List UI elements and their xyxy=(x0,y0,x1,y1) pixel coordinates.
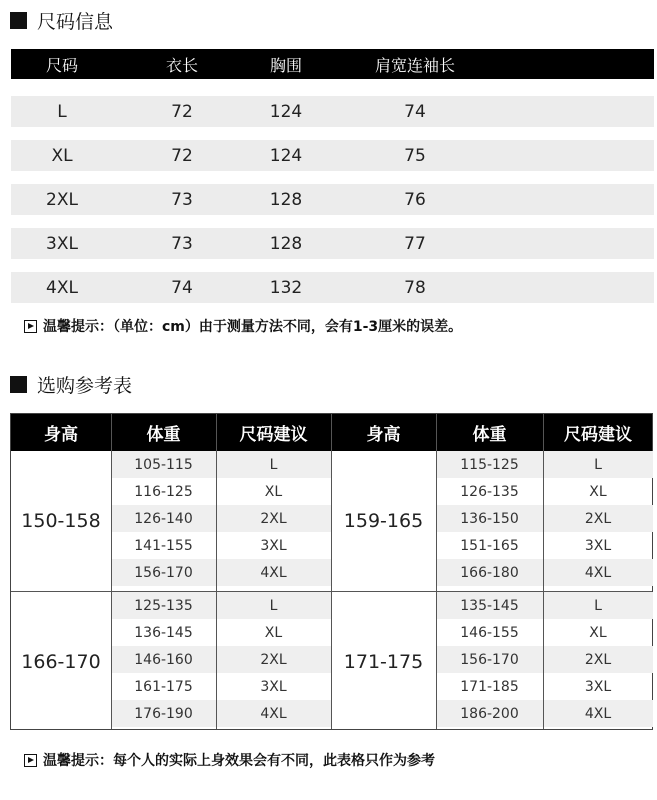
size-info-title xyxy=(10,7,113,33)
cell-length: 73 xyxy=(171,233,193,254)
guide-title-text: 选购参考表 xyxy=(37,374,133,397)
cell-size: 2XL xyxy=(584,510,612,527)
measurement-tip xyxy=(24,316,462,336)
header-chest: 胸围 xyxy=(269,55,302,75)
cell-size: 2XL xyxy=(584,651,612,668)
column-divider xyxy=(111,414,112,729)
cell-size: L xyxy=(57,101,67,122)
square-bullet-icon xyxy=(10,376,27,393)
cell-chest: 128 xyxy=(269,189,303,210)
cell-size: L xyxy=(269,597,278,614)
cell-size: 2XL xyxy=(260,651,287,668)
header-height: 身高 xyxy=(44,425,78,445)
cell-weight: 171-185 xyxy=(460,678,519,695)
cell-shoulder-sleeve: 78 xyxy=(404,277,426,298)
cell-weight: 115-125 xyxy=(460,456,519,473)
header-height: 身高 xyxy=(366,425,401,445)
column-divider xyxy=(436,414,437,729)
cell-weight: 146-155 xyxy=(460,624,519,641)
cell-weight: 126-135 xyxy=(460,483,519,500)
cell-size: 4XL xyxy=(584,705,612,722)
cell-size: 4XL xyxy=(46,277,78,298)
cell-chest: 128 xyxy=(269,233,303,254)
cell-size: XL xyxy=(589,624,607,641)
cell-weight: 156-170 xyxy=(460,651,519,668)
cell-size: L xyxy=(269,456,278,473)
cell-size: 3XL xyxy=(46,233,78,254)
cell-weight: 151-165 xyxy=(460,537,519,554)
cell-weight: 126-140 xyxy=(134,510,193,527)
cell-weight: 136-145 xyxy=(134,624,193,641)
cell-length: 73 xyxy=(171,189,193,210)
cell-weight: 186-200 xyxy=(460,705,519,722)
cell-weight: 125-135 xyxy=(134,597,193,614)
cell-weight: 166-180 xyxy=(460,564,519,581)
cell-size: 4XL xyxy=(584,564,612,581)
cell-weight: 116-125 xyxy=(134,483,193,500)
cell-size: XL xyxy=(264,483,283,500)
header-size-suggest: 尺码建议 xyxy=(564,425,632,445)
cell-size: 3XL xyxy=(260,537,287,554)
header-weight: 体重 xyxy=(472,425,507,445)
size-table-header xyxy=(11,49,654,79)
header-shoulder-sleeve: 肩宽连袖长 xyxy=(374,55,455,75)
cell-size: L xyxy=(594,456,602,473)
cell-shoulder-sleeve: 76 xyxy=(404,189,426,210)
square-bullet-icon xyxy=(10,12,27,29)
header-weight: 体重 xyxy=(146,425,181,445)
cell-length: 74 xyxy=(171,277,193,298)
play-icon xyxy=(24,754,37,767)
column-divider xyxy=(543,414,544,729)
cell-size: 2XL xyxy=(46,189,78,210)
cell-size: XL xyxy=(589,483,607,500)
cell-chest: 124 xyxy=(269,101,303,122)
cell-shoulder-sleeve: 74 xyxy=(404,101,426,122)
height-range-left: 166-170 xyxy=(21,651,101,673)
size-guide-table xyxy=(10,413,653,730)
size-info-title-text: 尺码信息 xyxy=(37,10,114,33)
cell-size: 4XL xyxy=(260,564,287,581)
cell-weight: 141-155 xyxy=(134,537,193,554)
cell-size: L xyxy=(594,597,602,614)
table-row xyxy=(11,96,654,127)
cell-length: 72 xyxy=(171,145,193,166)
cell-chest: 132 xyxy=(269,277,303,298)
cell-size: 2XL xyxy=(260,510,287,527)
cell-weight: 105-115 xyxy=(134,456,193,473)
cell-chest: 124 xyxy=(269,145,303,166)
header-size: 尺码 xyxy=(45,55,78,75)
table-row xyxy=(11,228,654,259)
table-row xyxy=(11,272,654,303)
cell-size: 3XL xyxy=(584,537,612,554)
height-range-left: 150-158 xyxy=(21,510,101,532)
cell-shoulder-sleeve: 75 xyxy=(404,145,426,166)
cell-weight: 156-170 xyxy=(134,564,193,581)
cell-weight: 176-190 xyxy=(134,705,193,722)
table-row xyxy=(11,140,654,171)
cell-weight: 161-175 xyxy=(134,678,193,695)
cell-weight: 146-160 xyxy=(134,651,193,668)
table-row xyxy=(11,184,654,215)
cell-size: 3XL xyxy=(260,678,287,695)
column-divider xyxy=(216,414,217,729)
fit-tip-text: 温馨提示：每个人的实际上身效果会有不同，此表格只作为参考 xyxy=(43,753,435,769)
header-size-suggest: 尺码建议 xyxy=(239,425,308,445)
cell-size: 4XL xyxy=(260,705,287,722)
column-divider xyxy=(331,414,332,729)
guide-title xyxy=(10,371,132,397)
cell-weight: 135-145 xyxy=(460,597,519,614)
cell-shoulder-sleeve: 77 xyxy=(404,233,426,254)
cell-length: 72 xyxy=(171,101,193,122)
cell-size: XL xyxy=(51,145,73,166)
height-range-right: 171-175 xyxy=(343,651,424,673)
cell-size: 3XL xyxy=(584,678,612,695)
fit-tip xyxy=(24,750,435,770)
cell-weight: 136-150 xyxy=(460,510,519,527)
header-length: 衣长 xyxy=(165,55,198,75)
play-icon xyxy=(24,320,37,333)
measurement-tip-text: 温馨提示：（单位：cm）由于测量方法不同，会有1-3厘米的误差。 xyxy=(43,319,463,335)
height-range-right: 159-165 xyxy=(343,510,424,532)
cell-size: XL xyxy=(264,624,283,641)
